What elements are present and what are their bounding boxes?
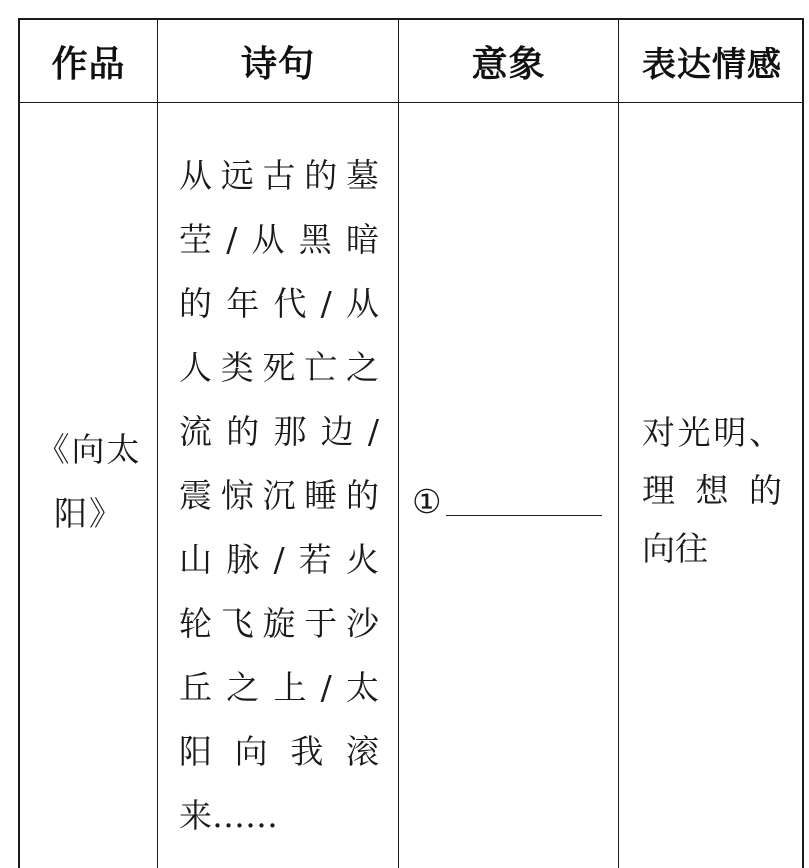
poem-line: 山脉/若火 bbox=[179, 540, 379, 579]
work-title-line: 《向太 bbox=[36, 430, 142, 469]
poem-line: 从远古的墓 bbox=[179, 156, 379, 195]
answer-blank[interactable] bbox=[412, 482, 602, 522]
poem-line: 人类死亡之 bbox=[179, 348, 379, 387]
poem-line: 震惊沉睡的 bbox=[179, 476, 379, 515]
poem-text bbox=[179, 144, 379, 848]
work-title-line: 阳》 bbox=[54, 494, 124, 533]
header-imagery: 意象 bbox=[471, 43, 546, 85]
blank-underline[interactable] bbox=[446, 515, 602, 516]
poem-cell bbox=[159, 104, 399, 868]
work-title bbox=[34, 418, 144, 546]
emotion-cell bbox=[620, 104, 802, 868]
emotion-line: 向往 bbox=[642, 529, 708, 568]
emotion-line: 对光明、 bbox=[642, 413, 782, 452]
poem-line: 茔/从黑暗 bbox=[179, 220, 379, 259]
poem-line: 阳向我滚 bbox=[179, 732, 379, 771]
poem-line: 流的那边/ bbox=[179, 412, 379, 451]
header-divider bbox=[20, 102, 802, 103]
emotion-text bbox=[642, 404, 782, 578]
poem-analysis-table bbox=[18, 18, 804, 868]
imagery-cell bbox=[400, 104, 619, 868]
poem-line: 来…… bbox=[179, 796, 278, 835]
poem-line: 轮飞旋于沙 bbox=[179, 604, 379, 643]
poem-line: 的年代/从 bbox=[179, 284, 379, 323]
poem-line: 丘之上/太 bbox=[179, 668, 379, 707]
work-cell bbox=[20, 104, 158, 868]
header-work: 作品 bbox=[51, 43, 126, 85]
header-emotion: 表达情感 bbox=[642, 44, 782, 85]
blank-number: ① bbox=[412, 482, 442, 521]
header-poem-lines: 诗句 bbox=[240, 43, 315, 85]
emotion-line: 理想的 bbox=[642, 471, 782, 510]
